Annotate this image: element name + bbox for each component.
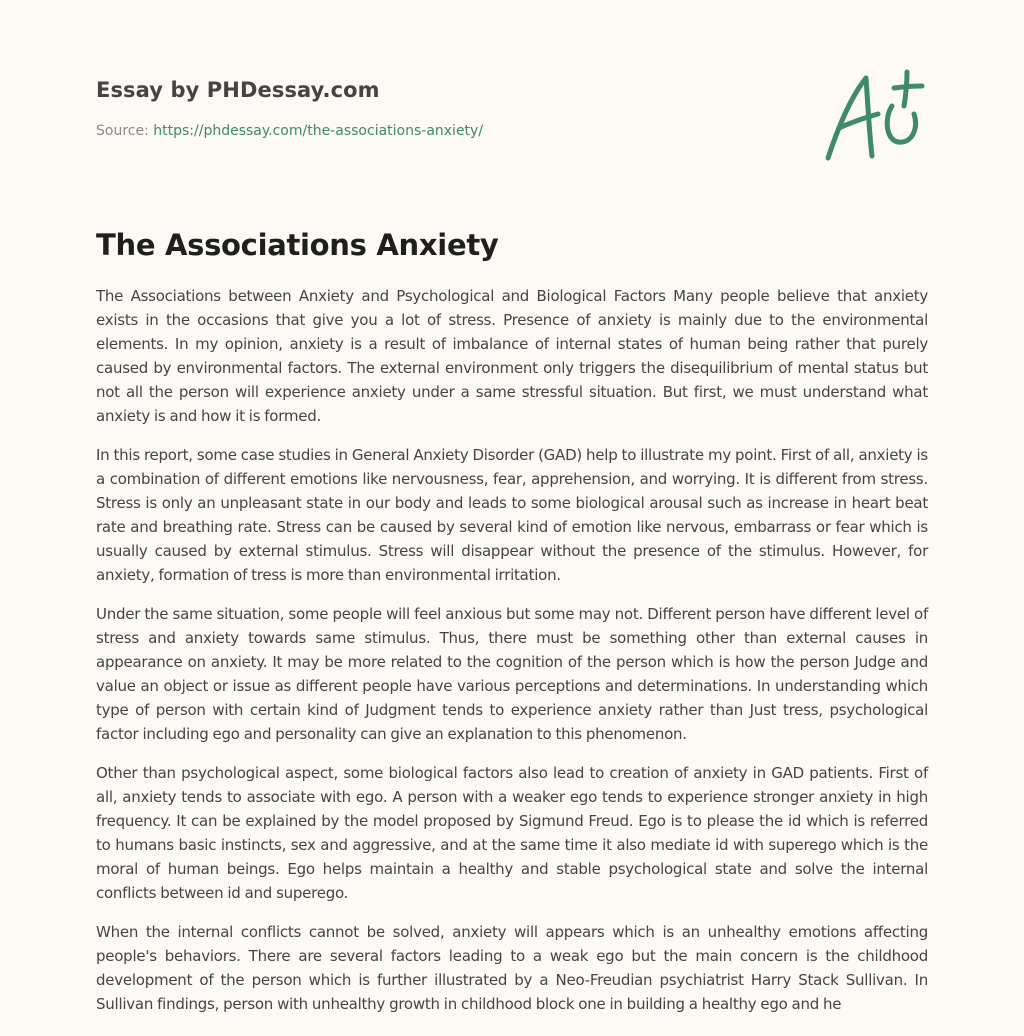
site-brand: Essay by PHDessay.com xyxy=(96,78,380,102)
source-label: Source: xyxy=(96,123,154,139)
essay-paragraph: In this report, some case studies in General Anxiety Disorder (GAD) help to illustrate my point. First of all, anxiety is a combination of different emotions like nervousness, fear, apprehension, and worrying. It is different from stress. Stress is only an unpleasant state in our body and leads to some biological arousal such as increase in heart beat rate and breathing rate. Stress can be caused by several kind of emotion like nervous, embarrass or fear which is usually caused by external stimulus. Stress will disappear without the presence of the stimulus. However, for anxiety, formation of tress is more than environmental irritation. xyxy=(96,446,928,584)
essay-title: The Associations Anxiety xyxy=(96,228,499,262)
a-plus-grade-icon xyxy=(820,66,930,166)
essay-body xyxy=(96,284,928,1031)
essay-paragraph: When the internal conflicts cannot be solved, anxiety will appears which is an unhealthy emotions affecting people's behaviors. There are several factors leading to a weak ego but the main concern is the childhood development of the person which is further illustrated by a Neo-Freudian psychiatrist Harry Stack Sullivan. In Sullivan findings, person with unhealthy growth in childhood block one in building a healthy ego and he xyxy=(96,923,928,1013)
essay-paragraph: The Associations between Anxiety and Psychological and Biological Factors Many people believe that anxiety exists in the occasions that give you a lot of stress. Presence of anxiety is mainly due to the environmental elements. In my opinion, anxiety is a result of imbalance of internal states of human being rather that purely caused by environmental factors. The external environment only triggers the disequilibrium of mental status but not all the person will experience anxiety under a same stressful situation. But first, we must understand what anxiety is and how it is formed. xyxy=(96,287,928,425)
source-link[interactable]: https://phdessay.com/the-associations-anxiety/ xyxy=(153,123,484,139)
source-line xyxy=(96,121,696,141)
essay-paragraph: Under the same situation, some people will feel anxious but some may not. Different person have different level of stress and anxiety towards same stimulus. Thus, there must be something other than external causes in appearance on anxiety. It may be more related to the cognition of the person which is how the person Judge and value an object or issue as different people have various perceptions and determinations. In understanding which type of person with certain kind of Judgment tends to experience anxiety rather than Just tress, psychological factor including ego and personality can give an explanation to this phenomenon. xyxy=(96,605,928,743)
site-header xyxy=(96,76,696,141)
essay-paragraph: Other than psychological aspect, some biological factors also lead to creation of anxiety in GAD patients. First of all, anxiety tends to associate with ego. A person with a weaker ego tends to experience stronger anxiety in high frequency. It can be explained by the model proposed by Sigmund Freud. Ego is to please the id which is referred to humans basic instincts, sex and aggressive, and at the same time it also mediate id with superego which is the moral of human beings. Ego helps maintain a healthy and stable psychological state and solve the internal conflicts between id and superego. xyxy=(96,764,928,902)
